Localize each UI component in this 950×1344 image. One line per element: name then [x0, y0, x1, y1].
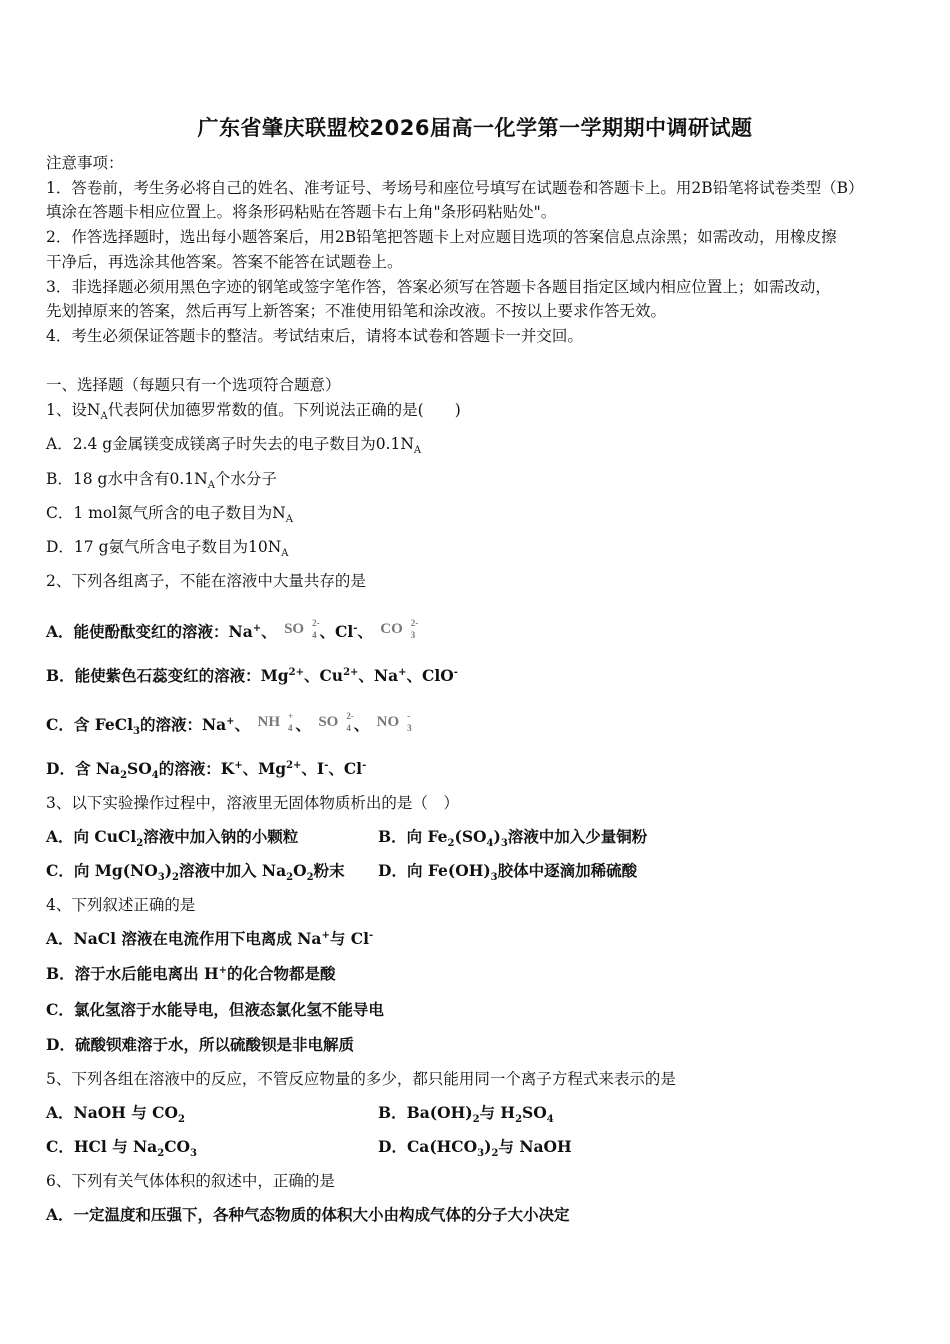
carbonate-ion: CO 2- 3	[380, 618, 419, 640]
ammonium-ion: NH + 4	[257, 711, 294, 733]
q5-option-c: C．HCl 与 $Na_2CO_3$	[46, 1137, 197, 1160]
q3-option-a: A．向 CuCl$_2$溶液中加入钠的小颗粒	[46, 827, 299, 850]
notice-line-7: 4．考生必须保证答题卡的整洁。考试结束后，请将本试卷和答题卡一并交回。	[46, 327, 583, 345]
q6-stem: 6、下列有关气体体积的叙述中，正确的是	[46, 1172, 335, 1190]
page-title: 广东省肇庆联盟校2026届高一化学第一学期期中调研试题	[197, 116, 753, 140]
q1-option-c: C．1 mol氮气所含的电子数目为$N_A$	[46, 504, 293, 526]
q5-option-b: B．$Ba(OH)_2$与 $H_2SO_4$	[378, 1103, 554, 1126]
sulfate-ion-2: SO 2- 4	[318, 711, 354, 733]
q4-option-b: B．溶于水后能电离出 H+的化合物都是酸	[46, 964, 336, 983]
nitrate-ion: NO - 3	[376, 711, 412, 733]
section-heading: 一、选择题（每题只有一个选项符合题意）	[46, 376, 341, 394]
q3-option-c: C．向 $Mg(NO_3)_2$溶液中加入 $Na_2O_2$粉末	[46, 861, 345, 884]
q2-option-b: B．能使紫色石蕊变红的溶液：$Mg^{2+}$、$Cu^{2+}$、Na+、ClO-	[46, 666, 458, 685]
q4-option-d: D．硫酸钡难溶于水，所以硫酸钡是非电解质	[46, 1035, 354, 1054]
q1-option-b: B．18 g水中含有$0.1N_A$个水分子	[46, 470, 277, 492]
q2-option-c: C．含 FeCl$_3$的溶液：Na+、 NH + 4 、 SO 2- 4 、 NO - 3	[46, 711, 412, 738]
q5-option-a: A．NaOH 与 $CO_2$	[46, 1103, 185, 1126]
q4-option-a: A．NaCl 溶液在电流作用下电离成 Na+与 Cl-	[46, 929, 374, 948]
q2-option-a: A．能使酚酞变红的溶液：Na+、 SO 2- 4 、Cl-、 CO 2- 3	[46, 618, 419, 641]
sulfate-ion: SO 2- 4	[284, 618, 320, 640]
q6-option-a: A．一定温度和压强下，各种气态物质的体积大小由构成气体的分子大小决定	[46, 1205, 570, 1224]
q3-option-d: D．向 $Fe(OH)_3$胶体中逐滴加稀硫酸	[378, 861, 638, 884]
q1-stem: 1、设$N_A$代表阿伏加德罗常数的值。下列说法正确的是( )	[46, 401, 461, 423]
q1-option-a: A．2.4 g金属镁变成镁离子时失去的电子数目为$0.1N_A$	[46, 435, 422, 457]
notice-heading: 注意事项：	[46, 154, 124, 172]
notice-line-6: 先划掉原来的答案，然后再写上新答案；不准使用铅笔和涂改液。不按以上要求作答无效。	[46, 302, 667, 320]
notice-line-4: 干净后，再选涂其他答案。答案不能答在试题卷上。	[46, 253, 403, 271]
q3-option-b: B．向 $Fe_2(SO_4)_3$溶液中加入少量铜粉	[378, 827, 648, 850]
q3-stem: 3、以下实验操作过程中，溶液里无固体物质析出的是（ ）	[46, 794, 459, 812]
q5-option-d: D．$Ca(HCO_3)_2$与 NaOH	[378, 1137, 572, 1160]
q5-stem: 5、下列各组在溶液中的反应，不管反应物量的多少，都只能用同一个离子方程式来表示的是	[46, 1070, 676, 1088]
q4-option-c: C．氯化氢溶于水能导电，但液态氯化氢不能导电	[46, 1000, 384, 1019]
q1-option-d: D．17 g氨气所含电子数目为$10N_A$	[46, 538, 289, 560]
q4-stem: 4、下列叙述正确的是	[46, 896, 196, 914]
notice-line-3: 2．作答选择题时，选出每小题答案后，用2B铅笔把答题卡上对应题目选项的答案信息点涂黑；如需改动，用橡皮擦	[46, 228, 837, 246]
q2-option-d: D．含 $Na_2SO_4$的溶液：K+、$Mg^{2+}$、I-、Cl-	[46, 759, 367, 782]
notice-line-1: 1．答卷前，考生务必将自己的姓名、准考证号、考场号和座位号填写在试题卷和答题卡上。用2B铅笔将试卷类型（B）	[46, 179, 864, 197]
notice-line-2: 填涂在答题卡相应位置上。将条形码粘贴在答题卡右上角"条形码粘贴处"。	[46, 203, 557, 221]
q2-stem: 2、下列各组离子，不能在溶液中大量共存的是	[46, 572, 366, 590]
notice-line-5: 3．非选择题必须用黑色字迹的钢笔或签字笔作答，答案必须写在答题卡各题目指定区域内相应位置上；如需改动，	[46, 278, 831, 296]
